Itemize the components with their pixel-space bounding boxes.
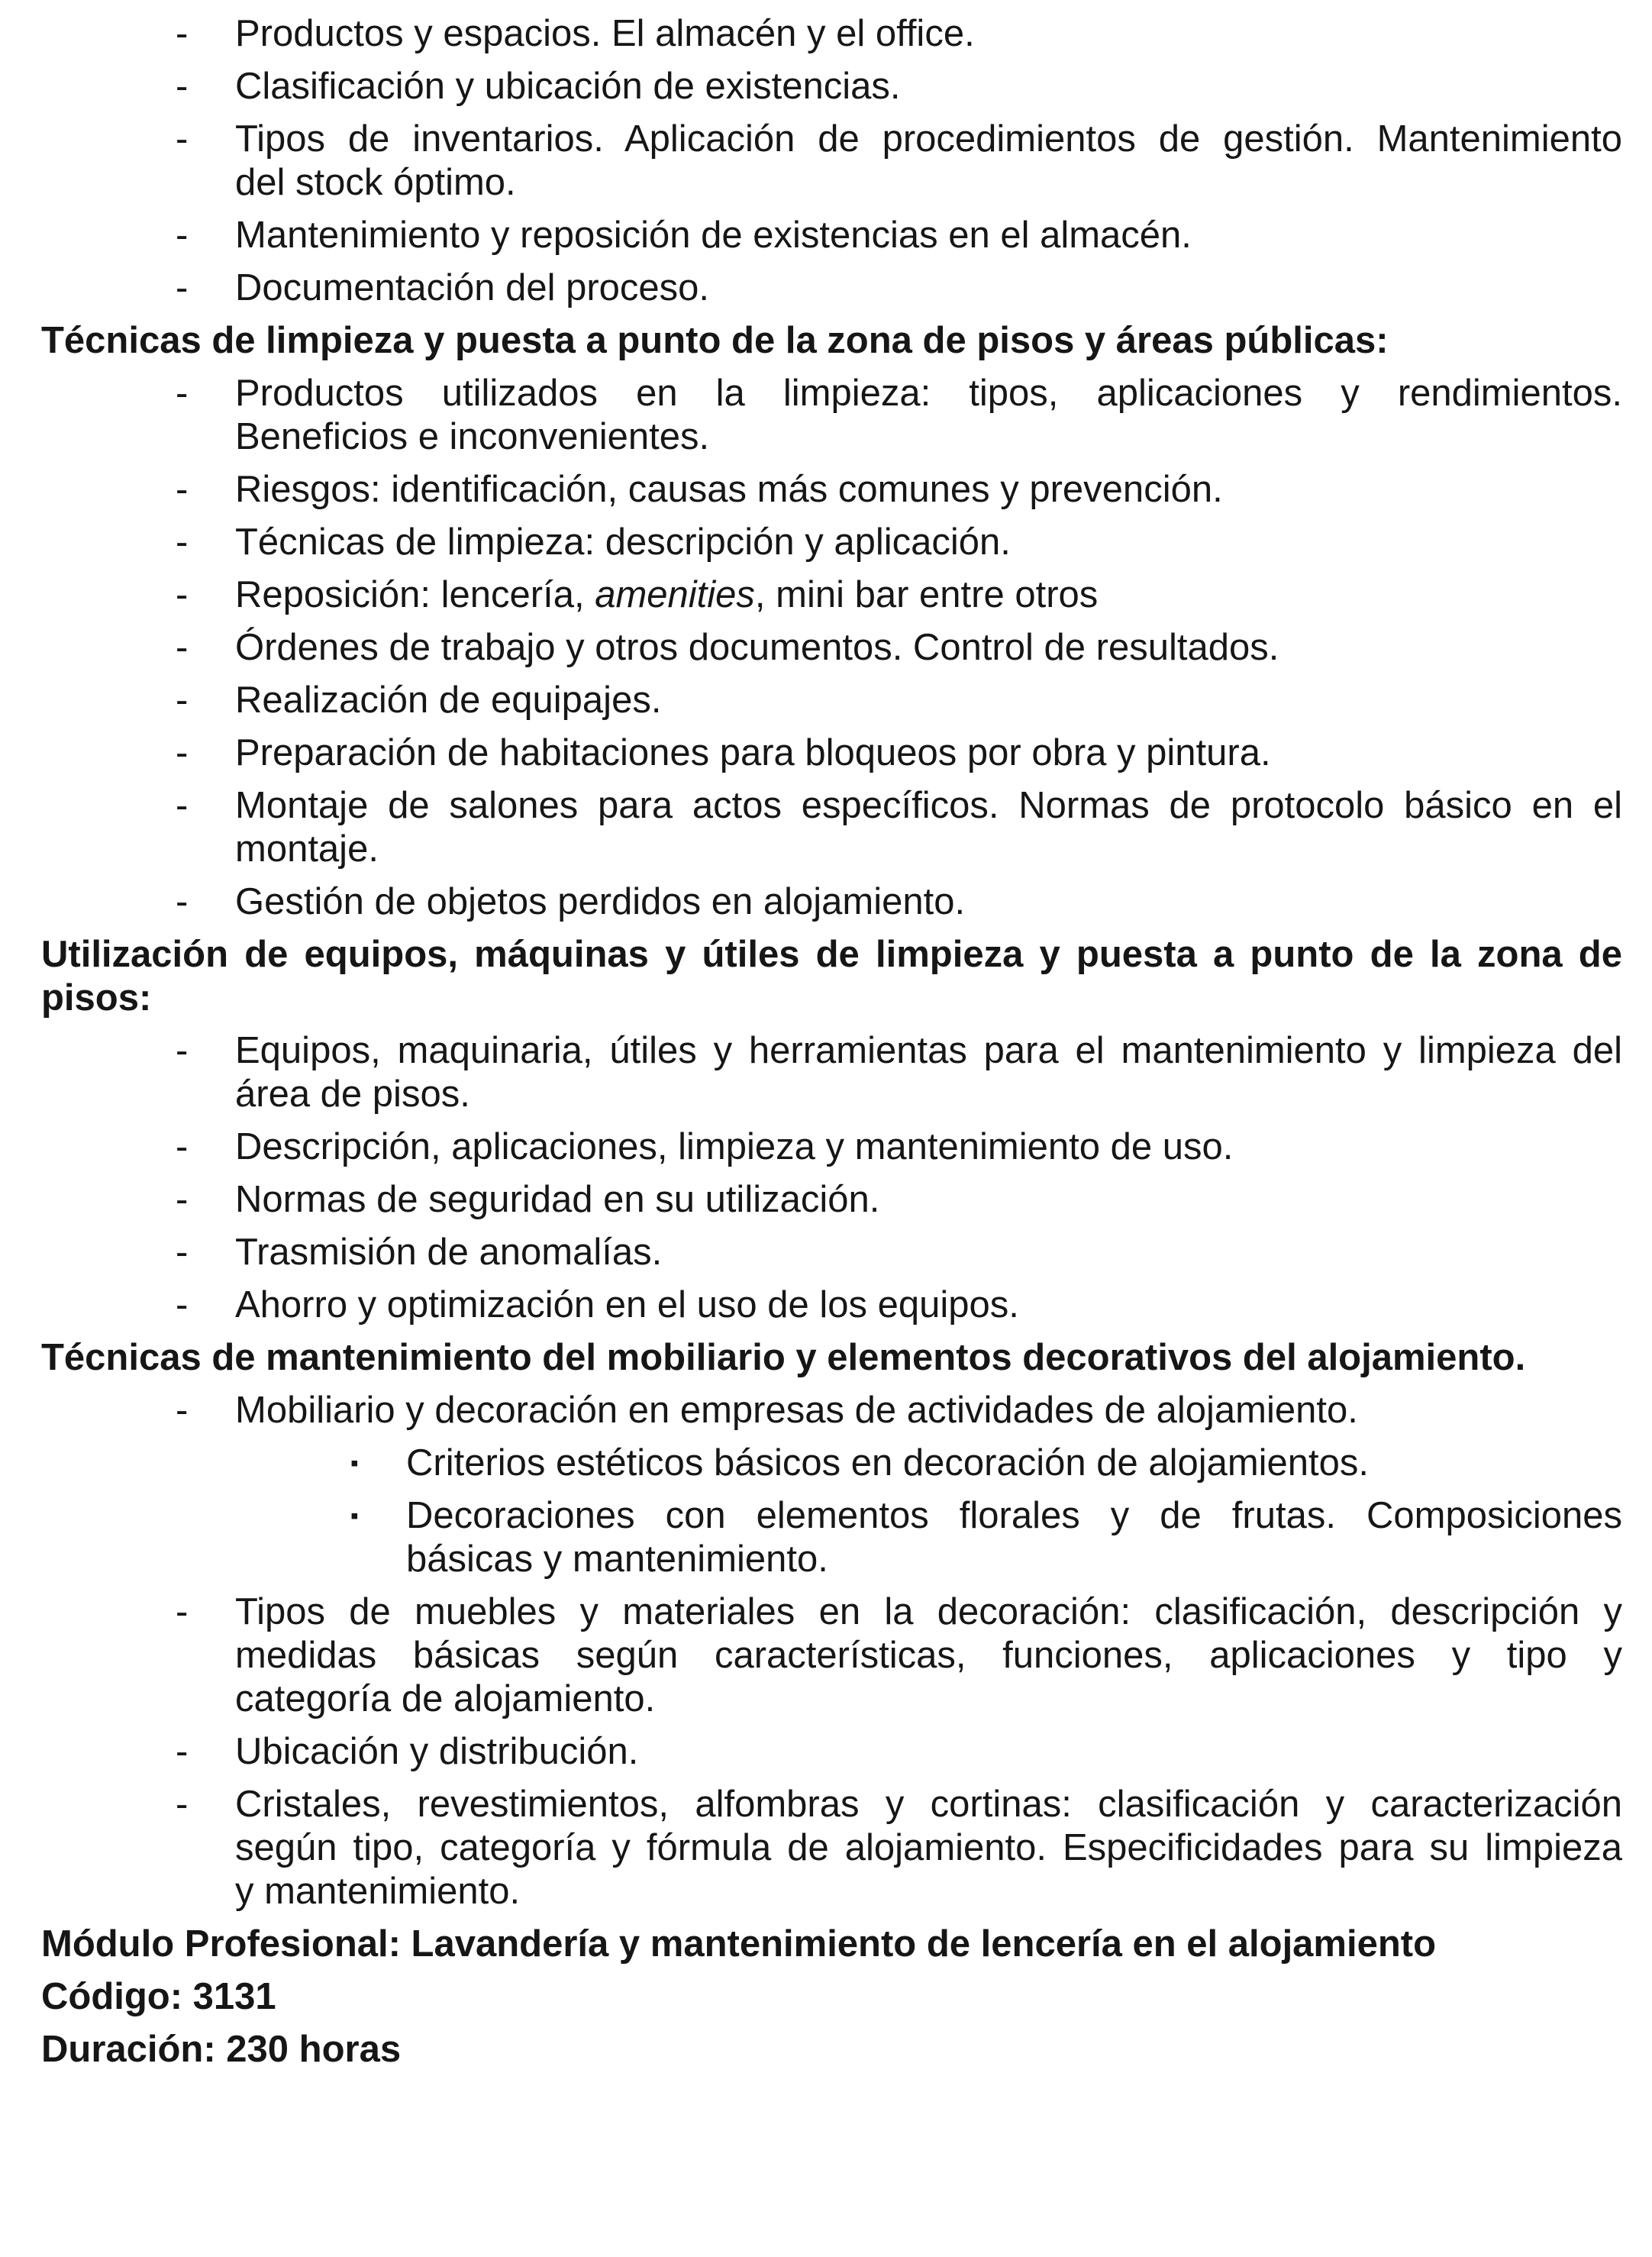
list-item — [41, 1389, 1622, 1432]
heading-line: Técnicas de mantenimiento del mobiliario y elementos decorativos del alojamiento. — [41, 1337, 1526, 1378]
dash-bullet-icon: - — [176, 1390, 189, 1431]
dash-bullet-icon: - — [176, 785, 189, 826]
list-item — [41, 1029, 1622, 1116]
module-title: Módulo Profesional: Lavandería y mantenimiento de lencería en el alojamiento — [41, 1923, 1437, 1965]
list-item-line: según tipo, categoría y fórmula de alojamiento. Especificidades para su limpieza — [235, 1827, 1622, 1868]
list-item — [41, 1730, 1622, 1774]
list-item-line: Normas de seguridad en su utilización. — [235, 1179, 880, 1220]
dash-bullet-icon: - — [176, 881, 189, 922]
dash-bullet-icon: - — [176, 1731, 189, 1772]
list-item-line: Trasmisión de anomalías. — [235, 1232, 663, 1273]
dash-bullet-icon: - — [176, 469, 189, 510]
list-item — [41, 214, 1622, 257]
list-item — [41, 372, 1622, 459]
italic-word: amenities — [595, 574, 755, 615]
module-code: Código: 3131 — [41, 1976, 276, 2017]
dash-bullet-icon: - — [176, 13, 189, 54]
list-item-text: , mini bar entre otros — [754, 574, 1099, 615]
list-item-line: Gestión de objetos perdidos en alojamiento. — [235, 881, 966, 922]
list-item-line: Cristales, revestimientos, alfombras y cortinas: clasificación y caracterización — [235, 1784, 1622, 1825]
list-item-line: Mobiliario y decoración en empresas de actividades de alojamiento. — [235, 1390, 1358, 1431]
module-duration: Duración: 230 horas — [41, 2029, 402, 2070]
list-item-line: categoría de alojamiento. — [235, 1678, 656, 1719]
list-item-line: del stock óptimo. — [235, 162, 516, 203]
sub-list-item — [41, 1442, 1622, 1485]
list-item — [41, 731, 1622, 775]
dash-bullet-icon: - — [176, 1784, 189, 1825]
dash-bullet-icon: - — [176, 680, 189, 721]
list-item — [41, 1125, 1622, 1169]
list-item — [41, 521, 1622, 564]
section-heading — [41, 933, 1622, 1020]
dash-bullet-icon: - — [176, 66, 189, 107]
list-item-line: Técnicas de limpieza: descripción y aplicación. — [235, 521, 1011, 563]
list-item — [41, 118, 1622, 205]
list-item — [41, 65, 1622, 108]
list-item-line: Realización de equipajes. — [235, 680, 662, 721]
list-item — [41, 1231, 1622, 1274]
dash-bullet-icon: - — [176, 1126, 189, 1167]
list-item — [41, 679, 1622, 722]
list-item-line: montaje. — [235, 828, 379, 870]
list-item — [41, 266, 1622, 310]
list-item-line: Descripción, aplicaciones, limpieza y mantenimiento de uso. — [235, 1126, 1234, 1167]
list-item — [41, 1283, 1622, 1327]
dash-bullet-icon: - — [176, 215, 189, 256]
list-item — [41, 1178, 1622, 1222]
list-item-line: Órdenes de trabajo y otros documentos. Control de resultados. — [235, 627, 1279, 668]
list-item-line: y mantenimiento. — [235, 1871, 521, 1912]
document-body — [41, 12, 1622, 2071]
heading-line: Técnicas de limpieza y puesta a punto de la zona de pisos y áreas públicas: — [41, 320, 1389, 361]
list-item-line: medidas básicas según características, funciones, aplicaciones y tipo y — [235, 1635, 1622, 1676]
list-item-line: básicas y mantenimiento. — [406, 1539, 828, 1580]
list-item-line: Mantenimiento y reposición de existencias en el almacén. — [235, 215, 1192, 256]
dash-bullet-icon: - — [176, 373, 189, 414]
dash-bullet-icon: - — [176, 1179, 189, 1220]
list-item-line: Equipos, maquinaria, útiles y herramientas para el mantenimiento y limpieza del — [235, 1030, 1622, 1071]
list-item-line: Productos y espacios. El almacén y el office. — [235, 13, 975, 54]
list-item-line: Montaje de salones para actos específicos. Normas de protocolo básico en el — [235, 785, 1622, 826]
list-item-line: Tipos de muebles y materiales en la decoración: clasificación, descripción y — [235, 1591, 1622, 1632]
list-item-text: Reposición: lencería, — [235, 574, 595, 615]
list-item-line: Clasificación y ubicación de existencias. — [235, 66, 901, 107]
list-item — [41, 1590, 1622, 1721]
list-item-line: Preparación de habitaciones para bloqueos por obra y pintura. — [235, 732, 1271, 773]
dash-bullet-icon: - — [176, 732, 189, 773]
list-item — [41, 468, 1622, 512]
square-bullet-icon: ▪ — [350, 1451, 359, 1476]
list-item-line: Ubicación y distribución. — [235, 1731, 639, 1772]
dash-bullet-icon: - — [176, 627, 189, 668]
heading-line: Utilización de equipos, máquinas y útiles de limpieza y puesta a punto de la zona de — [41, 934, 1622, 975]
dash-bullet-icon: - — [176, 1591, 189, 1632]
list-item — [41, 626, 1622, 670]
list-item-line: Decoraciones con elementos florales y de frutas. Composiciones — [406, 1495, 1622, 1536]
list-item-line: Ahorro y optimización en el uso de los equipos. — [235, 1284, 1019, 1325]
list-item — [41, 784, 1622, 871]
list-item-line: Documentación del proceso. — [235, 267, 710, 308]
dash-bullet-icon: - — [176, 267, 189, 308]
square-bullet-icon: ▪ — [350, 1503, 359, 1529]
dash-bullet-icon: - — [176, 1232, 189, 1273]
dash-bullet-icon: - — [176, 1030, 189, 1071]
dash-bullet-icon: - — [176, 574, 189, 615]
list-item — [41, 880, 1622, 924]
dash-bullet-icon: - — [176, 1284, 189, 1325]
list-item — [41, 12, 1622, 56]
list-item — [41, 1783, 1622, 1913]
sub-list-item — [41, 1494, 1622, 1581]
list-item — [41, 573, 1622, 617]
list-item-line: Beneficios e inconvenientes. — [235, 416, 710, 457]
list-item-line: área de pisos. — [235, 1074, 470, 1115]
dash-bullet-icon: - — [176, 118, 189, 160]
section-heading — [41, 319, 1622, 363]
list-item-line: Riesgos: identificación, causas más comunes y prevención. — [235, 469, 1223, 510]
list-item-line: Tipos de inventarios. Aplicación de procedimientos de gestión. Mantenimiento — [235, 118, 1622, 160]
list-item-line: Productos utilizados en la limpieza: tipos, aplicaciones y rendimientos. — [235, 373, 1622, 414]
list-item-line — [235, 573, 1622, 617]
list-item-line: Criterios estéticos básicos en decoración de alojamientos. — [406, 1442, 1370, 1484]
dash-bullet-icon: - — [176, 521, 189, 563]
section-heading — [41, 1336, 1622, 1380]
heading-line: pisos: — [41, 977, 152, 1019]
